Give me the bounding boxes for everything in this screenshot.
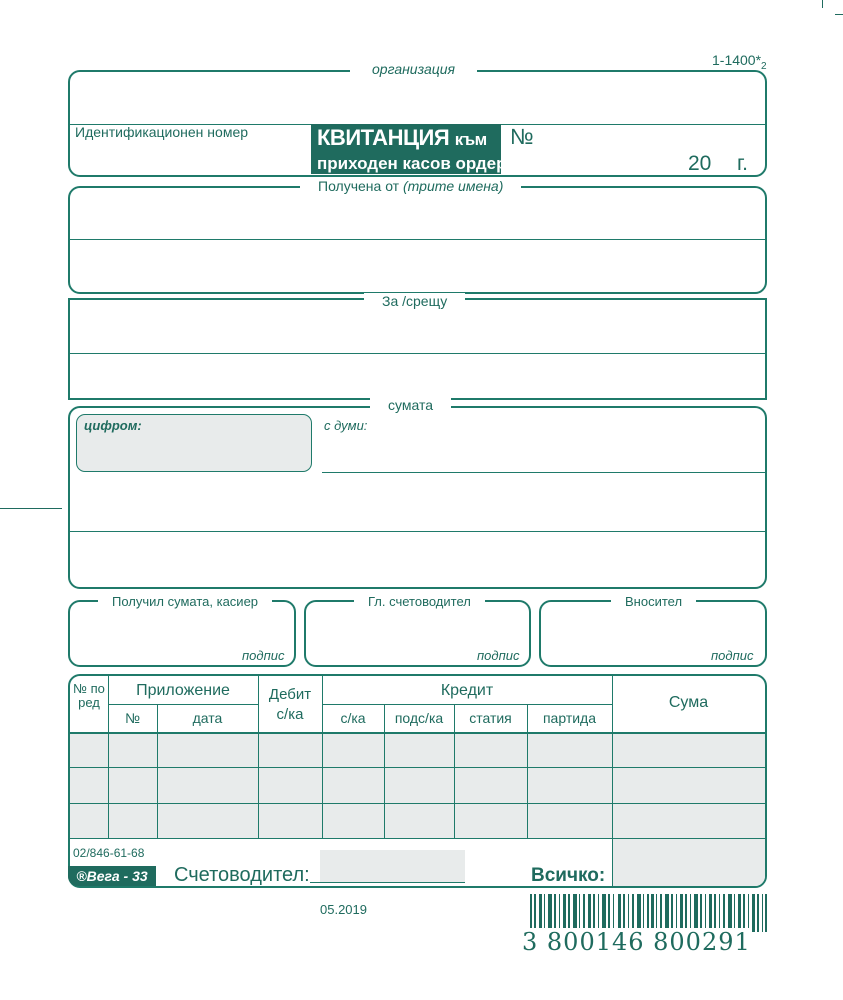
table-row-line: [70, 838, 765, 839]
attachment-number-header: №: [124, 710, 141, 726]
publisher-brand: ®Вега - 33: [68, 866, 156, 886]
table-col-line: [322, 676, 323, 838]
sum-total-cell[interactable]: [612, 838, 765, 886]
words-label: с думи:: [324, 418, 368, 433]
received-from-box: [68, 186, 767, 294]
table-header-bottom: [70, 732, 765, 734]
accountant-label: Счетоводител:: [174, 864, 310, 886]
table-row-line: [70, 803, 765, 804]
chief-accountant-signature-sign: подпис: [477, 648, 520, 663]
table-col-line: [108, 676, 109, 838]
crop-mark: [835, 14, 843, 15]
credit-subaccount-header: подс/ка: [394, 710, 444, 726]
for-label: За /срещу: [364, 293, 465, 309]
digits-label: цифром:: [84, 418, 142, 433]
publisher-phone: 02/846-61-68: [73, 846, 145, 860]
debit-header: Дебит с/ка: [268, 686, 312, 723]
edition-date: 05.2019: [320, 902, 367, 917]
table-row[interactable]: [70, 732, 765, 838]
number-sign: №: [510, 124, 534, 149]
id-number-label: Идентификационен номер: [75, 124, 249, 140]
depositor-signature-sign: подпис: [711, 648, 754, 663]
cashier-signature-sign: подпис: [242, 648, 285, 663]
depositor-signature-title: Вносител: [611, 594, 696, 609]
barcode-digits: 3 800146 800291: [522, 928, 751, 956]
year-prefix: 20: [688, 152, 712, 175]
words-line: [322, 472, 765, 473]
received-from-line: [70, 239, 765, 240]
crop-mark: [822, 0, 823, 8]
form-code: $1-1400*_2$: [712, 52, 767, 72]
table-col-line: [258, 676, 259, 838]
row-number-header: № по ред: [73, 681, 105, 710]
table-header-divider: [322, 704, 612, 705]
credit-account-header: с/ка: [340, 710, 366, 726]
cashier-signature-title: Получил сумата, касиер: [98, 594, 272, 609]
accountant-line: [310, 882, 465, 883]
accountant-field[interactable]: [320, 850, 465, 882]
year-suffix: г.: [737, 152, 748, 175]
sum-header: Сума: [668, 694, 709, 711]
credit-header: Кредит: [440, 682, 494, 699]
attachment-date-header: дата: [192, 710, 223, 726]
attachment-header: Приложение: [136, 682, 230, 699]
barcode: [530, 894, 768, 932]
organization-divider: [501, 124, 765, 125]
chief-accountant-signature-title: Гл. счетоводител: [354, 594, 485, 609]
crop-mark: [0, 508, 62, 509]
for-box: [68, 298, 767, 400]
table-row-line: [70, 767, 765, 768]
credit-article-header: статия: [469, 710, 512, 726]
amount-line: [70, 531, 765, 532]
total-label: Всичко:: [531, 865, 606, 886]
received-from-label: Получена от (трите имена): [300, 178, 521, 194]
organization-label: организация: [350, 61, 477, 77]
for-line: [70, 353, 765, 354]
table-header-divider: [108, 704, 258, 705]
credit-batch-header: партида: [542, 710, 597, 726]
amount-label: сумата: [370, 397, 451, 413]
document-title: КВИТАНЦИЯ към приходен касов ордер: [311, 124, 501, 174]
